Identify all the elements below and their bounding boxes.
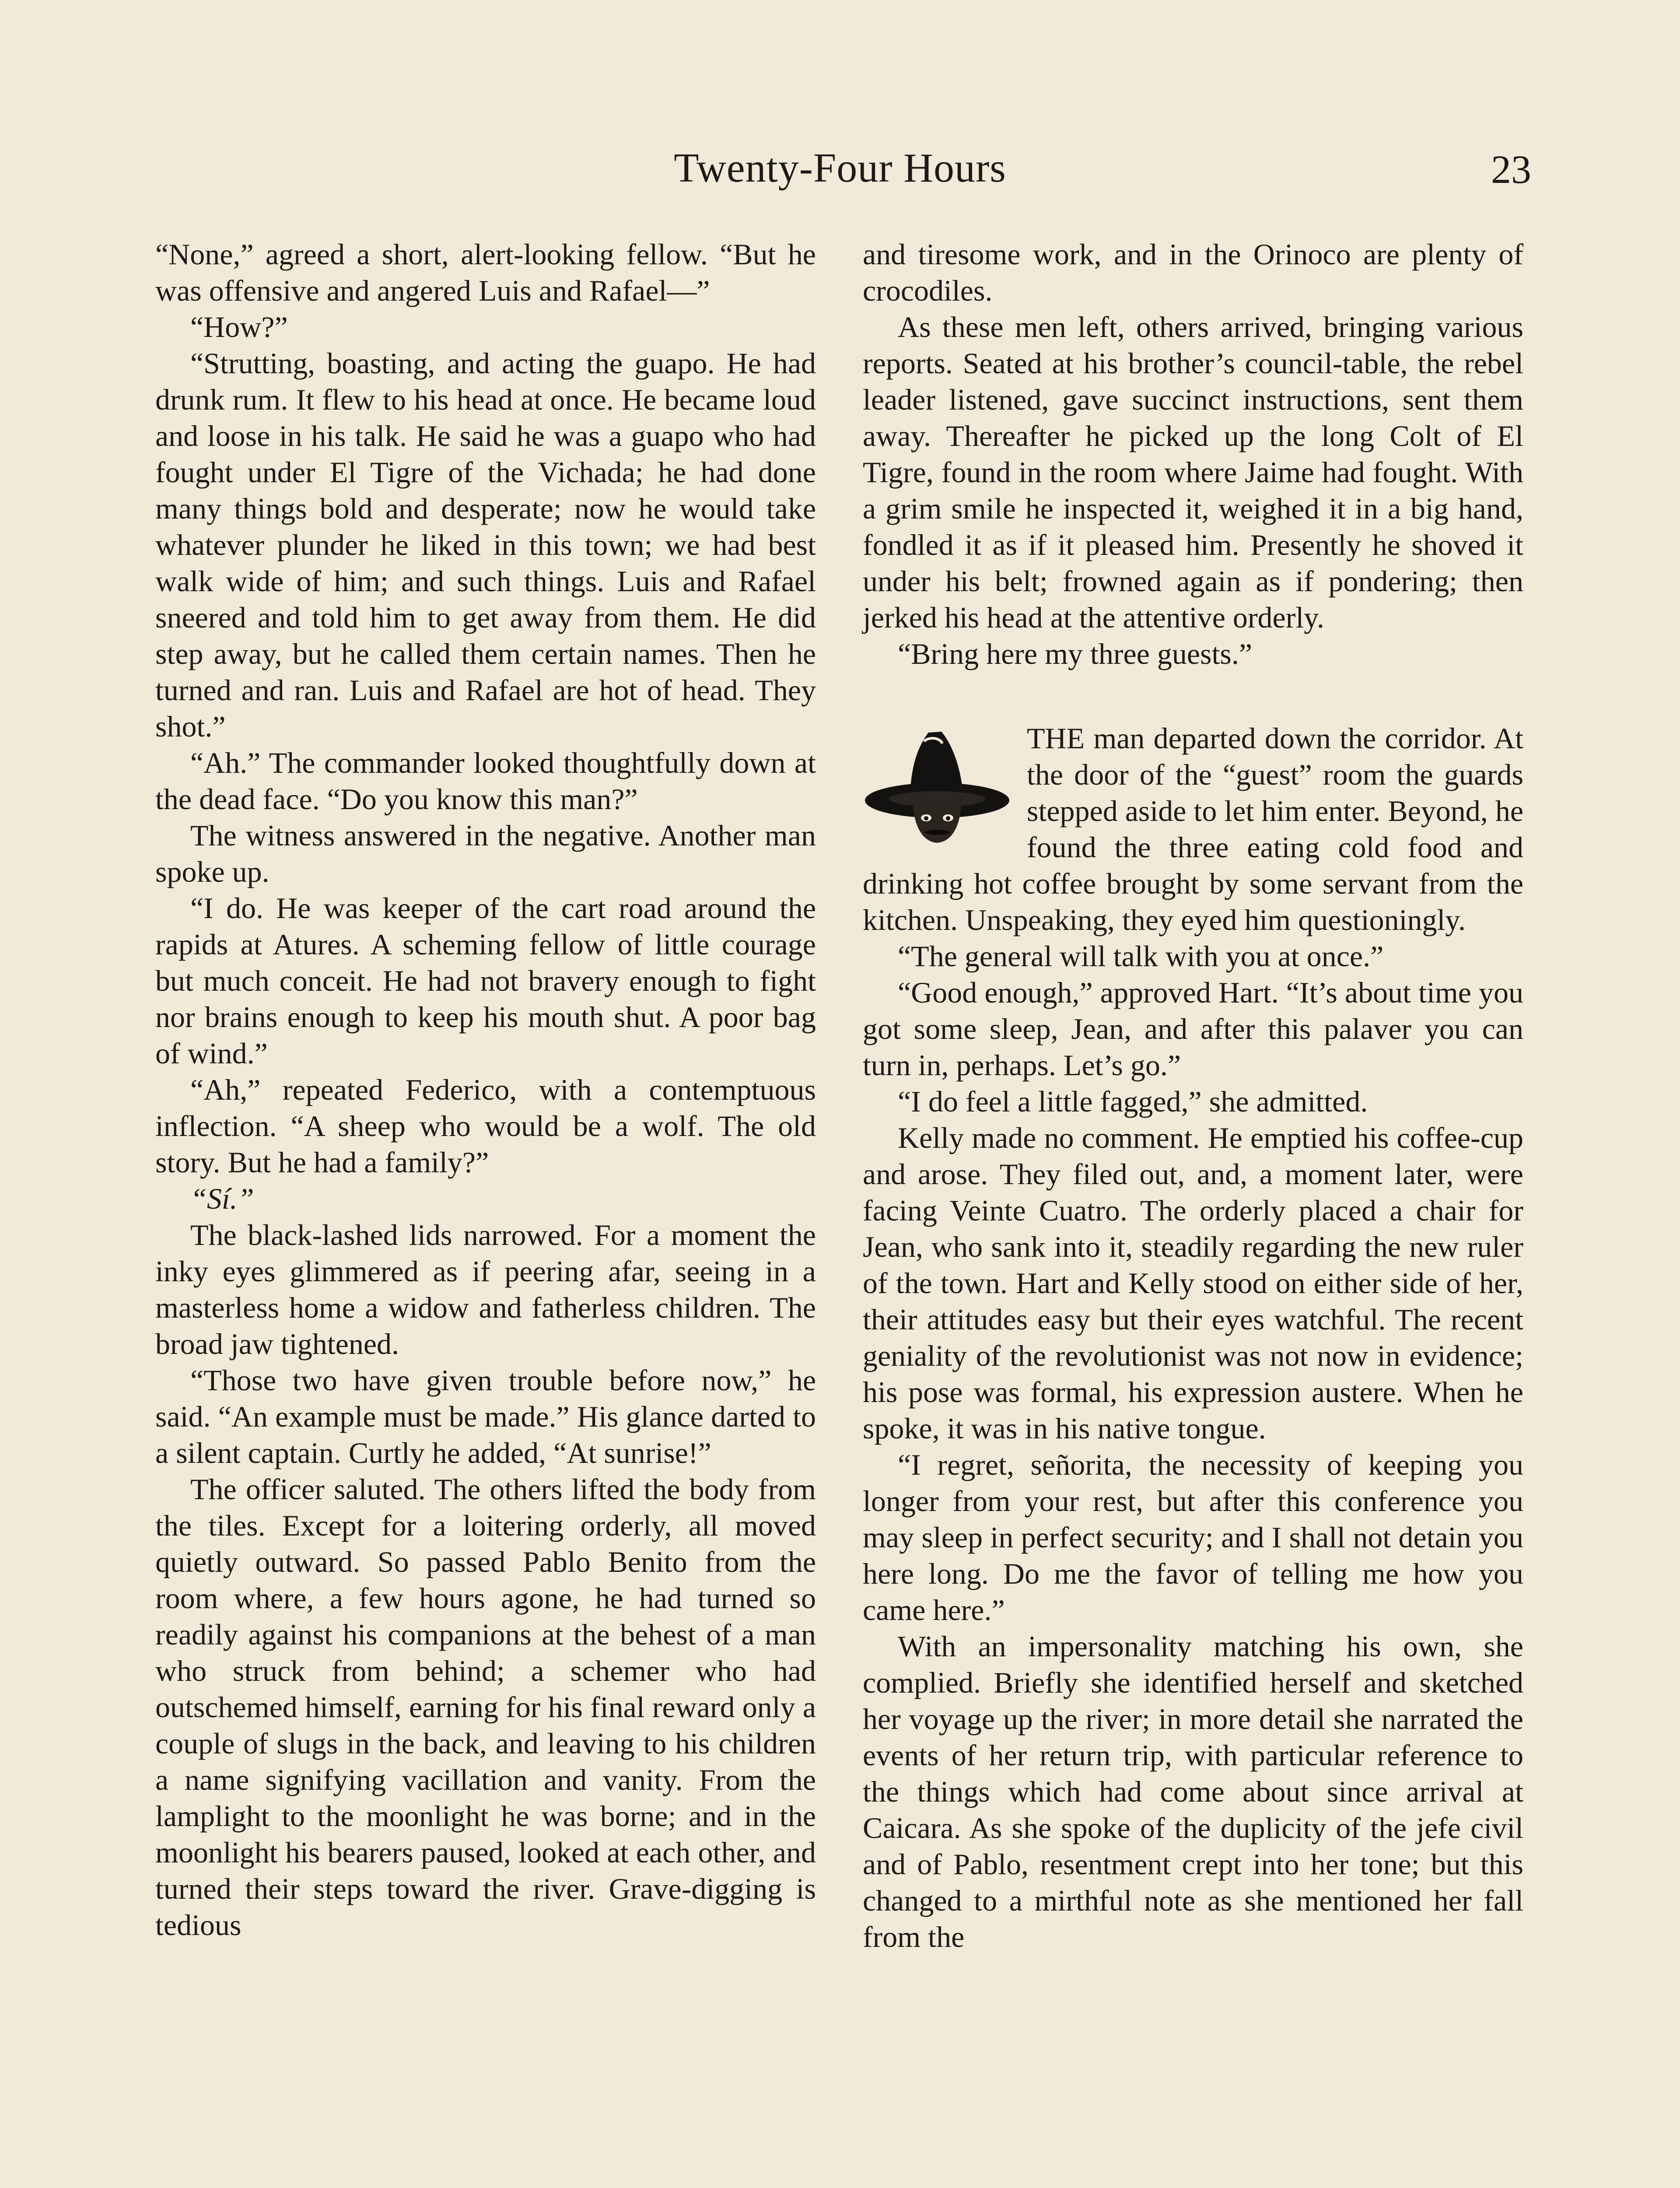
paragraph: “None,” agreed a short, alert-looking fellow. “But he was offensive and angered Luis and Rafael—” [155, 238, 816, 307]
paragraph: “The general will talk with you at once.” [898, 940, 1384, 973]
page-number: 23 [1491, 147, 1531, 192]
left-column [155, 236, 816, 1943]
paragraph: Kelly made no comment. He emptied his coffee-cup and arose. They filed out, and, a moment later, were facing Veinte Cuatro. The orderly placed a chair for Jean, who sank into it, steadily regarding the new ruler of the town. Hart and Kelly stood on either side of her, their attitudes easy but their eyes watchful. The recent geniality of the revolutionist was not now in evidence; his pose was formal, his expression austere. When he spoke, it was in his native tongue. [863, 1121, 1523, 1445]
dropcap-paragraph: THE man departed down the corridor. At the door of the “guest” room the guards stepped aside to let him enter. Beyond, he found the three eating cold food and drinking hot coffee brought by some servant from the kitchen. Unspeaking, they eyed him questioningly. [863, 722, 1523, 936]
paragraph: and tiresome work, and in the Orinoco are plenty of crocodiles. [863, 238, 1523, 307]
paragraph: “Strutting, boasting, and acting the guapo. He had drunk rum. It flew to his head at once. He became loud and loose in his talk. He said he was a guapo who had fought under El Tigre of the Vichada; he had done many things bold and desperate; now he would take whatever plunder he liked in this town; we had best walk wide of him; and such things. Luis and Rafael sneered and told him to get away from them. He did step away, but he called them certain names. Then he turned and ran. Luis and Rafael are hot of head. They shot.” [155, 347, 816, 743]
paragraph: “Ah,” repeated Federico, with a contemptuous inflection. “A sheep who would be a wolf. The old story. But he had a family?” [155, 1073, 816, 1179]
paragraph: With an impersonality matching his own, she complied. Briefly she identified herself and sketched her voyage up the river; in more detail she narrated the events of her return trip, with particular reference to the things which had come about since arrival at Caicara. As she spoke of the duplicity of the jefe civil and of Pablo, resentment crept into her tone; but this changed to a mirthful note as she mentioned her fall from the [863, 1630, 1523, 1953]
paragraph: “How?” [190, 310, 288, 344]
paragraph: The witness answered in the negative. Another man spoke up. [155, 819, 816, 888]
sombrero-man-icon [863, 724, 1014, 855]
paragraph: “Bring here my three guests.” [898, 637, 1253, 670]
paragraph: “I regret, señorita, the necessity of keeping you longer from your rest, but after this conference you may sleep in perfect security; and I shall not detain you here long. Do me the favor of telling me how you came here.” [863, 1448, 1523, 1627]
paragraph: “Those two have given trouble before now,” he said. “An example must be made.” His glance darted to a silent captain. Curtly he added, “At sunrise!” [155, 1364, 816, 1469]
page-header [0, 144, 1680, 197]
paragraph: “I do feel a little fagged,” she admitted. [898, 1085, 1368, 1118]
paragraph: “I do. He was keeper of the cart road around the rapids at Atures. A scheming fellow of little courage but much conceit. He had not bravery enough to fight nor brains enough to keep his mouth shut. A poor bag of wind.” [155, 891, 816, 1070]
running-title: Twenty-Four Hours [674, 145, 1006, 191]
paragraph: “Good enough,” approved Hart. “It’s about time you got some sleep, Jean, and after this palaver you can turn in, perhaps. Let’s go.” [863, 976, 1523, 1082]
paragraph: “Sí.” [190, 1182, 254, 1215]
paragraph: The officer saluted. The others lifted the body from the tiles. Except for a loitering orderly, all moved quietly outward. So passed Pablo Benito from the room where, a few hours agone, he had turned so readily against his companions at the behest of a man who struck from behind; a schemer who had outschemed himself, earning for his final reward only a couple of slugs in the back, and leaving to his children a name signifying vacillation and vanity. From the lamplight to the moonlight he was borne; and in the moonlight his bearers paused, looked at each other, and turned their steps toward the river. Grave-digging is tedious [155, 1473, 816, 1942]
paragraph: “Ah.” The commander looked thoughtfully down at the dead face. “Do you know this man?” [155, 746, 816, 816]
section-opening [863, 720, 1523, 938]
paragraph: As these men left, others arrived, bringing various reports. Seated at his brother’s council-table, the rebel leader listened, gave succinct instructions, sent them away. Thereafter he picked up the long Colt of El Tigre, found in the room where Jaime had fought. With a grim smile he inspected it, weighed it in a big hand, fondled it as if it pleased him. Presently he shoved it under his belt; frowned again as if pondering; then jerked his head at the attentive orderly. [863, 310, 1523, 634]
right-column [863, 236, 1523, 1955]
paragraph: The black-lashed lids narrowed. For a moment the inky eyes glimmered as if peering afar, seeing in a masterless home a widow and fatherless children. The broad jaw tightened. [155, 1218, 816, 1360]
